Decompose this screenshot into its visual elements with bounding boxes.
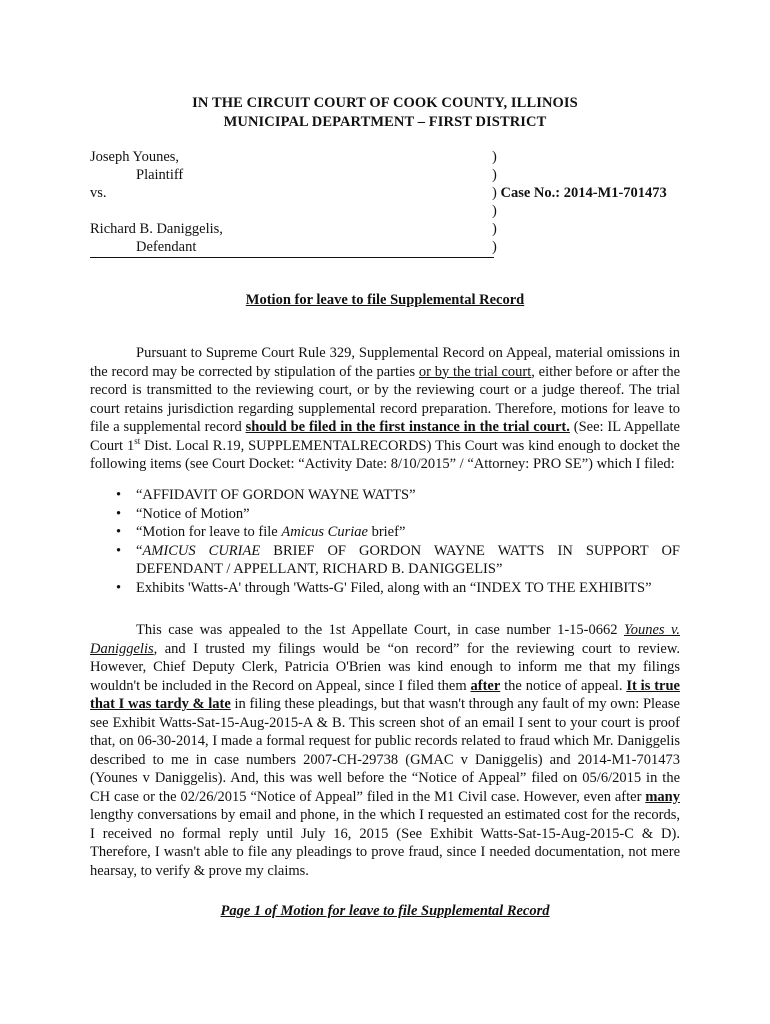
- versus-label: vs.: [90, 185, 107, 201]
- list-item: • “Notice of Motion”: [116, 505, 250, 522]
- emphasis-many: many: [645, 788, 680, 805]
- emphasis-tardy: It is true that I was tardy & late: [90, 677, 680, 712]
- defendant-name: Richard B. Daniggelis,: [90, 221, 223, 237]
- plaintiff-name: Joseph Younes,: [90, 149, 180, 165]
- plaintiff-role: Plaintiff: [136, 167, 184, 183]
- underlined-phrase: or by the trial court: [418, 363, 532, 380]
- caption-underline: [90, 257, 494, 258]
- caption-case-line: [492, 184, 667, 202]
- bullet-icon: •: [116, 487, 122, 503]
- caption-paren: ): [492, 149, 497, 165]
- bullet-icon: •: [116, 524, 122, 540]
- emphasis-after: after: [470, 677, 501, 694]
- caption-paren: ): [492, 203, 497, 219]
- filed-items-list: [90, 486, 680, 597]
- bullet-icon: •: [116, 579, 122, 596]
- list-item: • “AFFIDAVIT OF GORDON WAYNE WATTS”: [116, 487, 416, 503]
- list-item: • “Motion for leave to file Amicus Curiae brief”: [116, 524, 406, 540]
- bullet-icon: •: [116, 542, 122, 559]
- case-number: Case No.: 2014-M1-701473: [500, 185, 667, 201]
- caption-paren: ): [492, 167, 497, 183]
- motion-title: Motion for leave to file Supplemental Record: [245, 292, 525, 308]
- list-item: • “AMICUS CURIAE BRIEF OF GORDON WAYNE WATTS IN SUPPORT OF DEFENDANT / APPELLANT, RICHARD B. DANIGGELIS”: [116, 542, 681, 577]
- caption-paren: ): [492, 239, 497, 255]
- case-citation: Younes v. Daniggelis: [90, 622, 681, 657]
- paragraph-appeal-history: This case was appealed to the 1st Appellate Court, in case number 1-15-0662 Younes v. Daniggelis, and I trusted my filings would be “on record” for the reviewing court to review. However, Chief Deputy Clerk, Patricia O'Brien was kind enough to inform me that my filings wouldn't be included in the Record on Appeal, since I filed them after the notice of appeal. It is true that I was tardy & late in filing these pleadings, but that wasn't through any fault of my own: Please see Exhibit Watts-Sat-15-Aug-2015-A & B. This screen shot of an email I sent to your court is proof that, on 06-30-2014, I made a formal request for public records related to fraud which Mr. Daniggelis described to me in case numbers 2007-CH-29738 (GMAC v Daniggelis) and 2014-M1-701473 (Younes v Daniggelis). And, this was well before the “Notice of Appeal” filed on 05/6/2015 in the CH case or the 02/26/2015 “Notice of Appeal” filed in the M1 Civil case. However, even after many lengthy conversations by email and phone, in the which I requested an estimated cost for the records, I received no formal reply until July 16, 2015 (See Exhibit Watts-Sat-15-Aug-2015-C & D). Therefore, I wasn't able to file any pleadings to prove fraud, since I needed documentation, not mere hearsay, to verify & prove my claims.: [90, 622, 681, 879]
- defendant-role: Defendant: [136, 239, 197, 255]
- court-department-line: MUNICIPAL DEPARTMENT – FIRST DISTRICT: [223, 114, 547, 130]
- caption-paren: ): [492, 221, 497, 237]
- caption-paren: ): [492, 185, 497, 201]
- paragraph-rule-329: Pursuant to Supreme Court Rule 329, Supplemental Record on Appeal, material omissions in the record may be corrected by stipulation of the parties or by the trial court, either before or after the record is transmitted to the reviewing court, or by the reviewing court or a judge thereof. The trial court retains jurisdiction regarding supplemental record preparation. Therefore, motions for leave to file a supplemental record should be filed in the first instance in the trial court. (See: IL Appellate Court 1st Dist. Local R.19, SUPPLEMENTALRECORDS) This Court was kind enough to docket the following items (see Court Docket: “Activity Date: 8/10/2015” / “Attorney: PRO SE”) which I filed:: [90, 345, 681, 472]
- bullet-icon: •: [116, 505, 122, 522]
- list-item: • Exhibits 'Watts-A' through 'Watts-G' Filed, along with an “INDEX TO THE EXHIBITS”: [116, 579, 652, 596]
- emphasis-trial-court: should be filed in the first instance in the trial court.: [245, 419, 570, 435]
- court-name-line: IN THE CIRCUIT COURT OF COOK COUNTY, ILLINOIS: [192, 95, 578, 111]
- page-footer: Page 1 of Motion for leave to file Supplemental Record: [220, 903, 550, 919]
